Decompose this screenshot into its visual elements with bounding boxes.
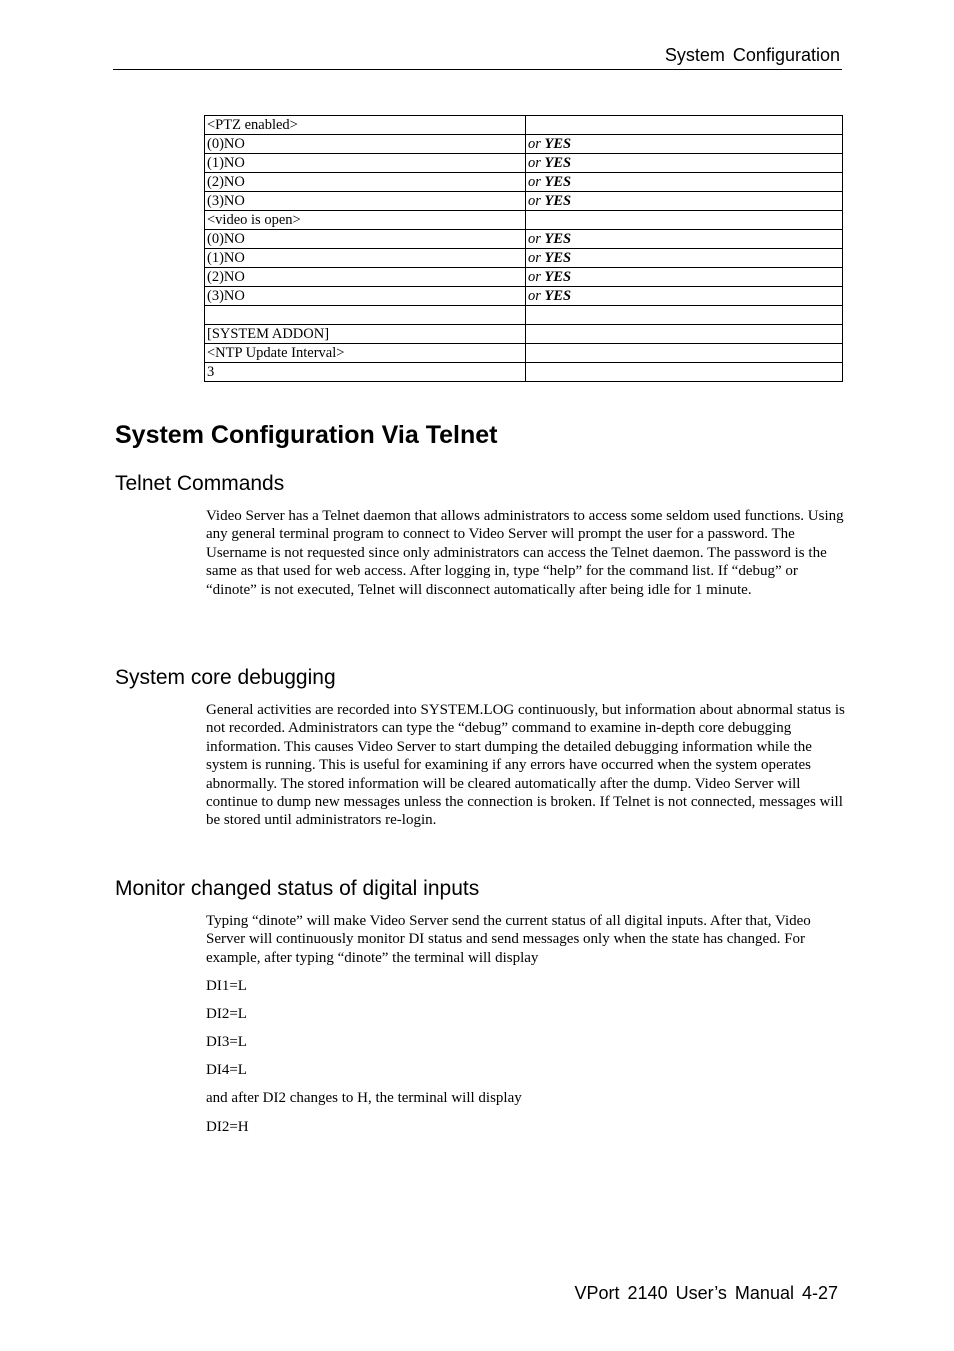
monitor-digital-inputs-heading: Monitor changed status of digital inputs xyxy=(115,877,480,900)
table-row xyxy=(205,306,843,325)
table-row xyxy=(205,116,843,135)
table-cell: or YES xyxy=(526,249,843,268)
table-cell: 3 xyxy=(205,363,526,382)
table-row xyxy=(205,363,843,382)
table-cell xyxy=(526,211,843,230)
table-row xyxy=(205,192,843,211)
table-cell: (2)NO xyxy=(205,268,526,287)
telnet-commands-body: Video Server has a Telnet daemon that allows administrators to access some seldom used functions. Using any general terminal program to connect to Video Server will prompt the user for a password. The Username is not requested since only administrators can access the Telnet daemon. The password is the same as that used for web access. After logging in, type “help” for the command list. If “debug” or “dinote” is not executed, Telnet will disconnect automatically after being idle for 1 minute. xyxy=(206,508,844,598)
system-core-debugging-body: General activities are recorded into SYSTEM.LOG continuously, but information about abnormal status is not recorded. Administrators can type the “debug” command to examine in-depth core debugging information. This causes Video Server to start dumping the detailed debugging information while the system is running. This is useful for examining if any errors have occurred when the system operates abnormally. The stored information will be cleared automatically after the dump. Video Server will continue to dump new messages unless the connection is broken. If Telnet is not connected, messages will be stored until administrators re-login. xyxy=(206,702,845,829)
table-cell: [SYSTEM ADDON] xyxy=(205,325,526,344)
table-cell: or YES xyxy=(526,173,843,192)
table-cell: <NTP Update Interval> xyxy=(205,344,526,363)
table-cell xyxy=(205,306,526,325)
table-row xyxy=(205,325,843,344)
table-cell: (1)NO xyxy=(205,154,526,173)
table-row xyxy=(205,154,843,173)
table-row xyxy=(205,344,843,363)
running-header: System Configuration xyxy=(664,45,840,65)
table-row xyxy=(205,287,843,306)
di2-high-line: DI2=H xyxy=(206,1119,249,1135)
table-cell: or YES xyxy=(526,268,843,287)
after-change-text: and after DI2 changes to H, the terminal will display xyxy=(206,1090,522,1106)
table-row xyxy=(205,211,843,230)
table-cell xyxy=(526,116,843,135)
table-cell xyxy=(526,306,843,325)
table-cell xyxy=(526,325,843,344)
page-footer: VPort 2140 User’s Manual 4-27 xyxy=(574,1283,838,1303)
table-row xyxy=(205,135,843,154)
table-cell: or YES xyxy=(526,192,843,211)
table-cell xyxy=(526,344,843,363)
table-cell: (0)NO xyxy=(205,230,526,249)
table-cell: <video is open> xyxy=(205,211,526,230)
header-rule xyxy=(113,69,842,70)
table-cell: (2)NO xyxy=(205,173,526,192)
table-cell: <PTZ enabled> xyxy=(205,116,526,135)
table-row xyxy=(205,173,843,192)
table-cell xyxy=(526,363,843,382)
monitor-digital-inputs-body: Typing “dinote” will make Video Server send the current status of all digital inputs. After that, Video Server will continuously monitor DI status and send messages only when the state has changed. For example, after typing “dinote” the terminal will display xyxy=(206,913,811,966)
table-row xyxy=(205,230,843,249)
table-cell: (1)NO xyxy=(205,249,526,268)
table-cell: or YES xyxy=(526,230,843,249)
table-cell: or YES xyxy=(526,154,843,173)
telnet-commands-heading: Telnet Commands xyxy=(115,472,285,495)
system-core-debugging-heading: System core debugging xyxy=(115,666,336,689)
table-cell: or YES xyxy=(526,287,843,306)
config-table xyxy=(204,115,843,382)
di3-line: DI3=L xyxy=(206,1034,247,1050)
di1-line: DI1=L xyxy=(206,978,247,994)
table-row xyxy=(205,249,843,268)
table-cell: (0)NO xyxy=(205,135,526,154)
table-cell: (3)NO xyxy=(205,287,526,306)
table-row xyxy=(205,268,843,287)
table-cell: or YES xyxy=(526,135,843,154)
section-title: System Configuration Via Telnet xyxy=(115,421,498,449)
table-cell: (3)NO xyxy=(205,192,526,211)
di2-line: DI2=L xyxy=(206,1006,247,1022)
di4-line: DI4=L xyxy=(206,1062,247,1078)
